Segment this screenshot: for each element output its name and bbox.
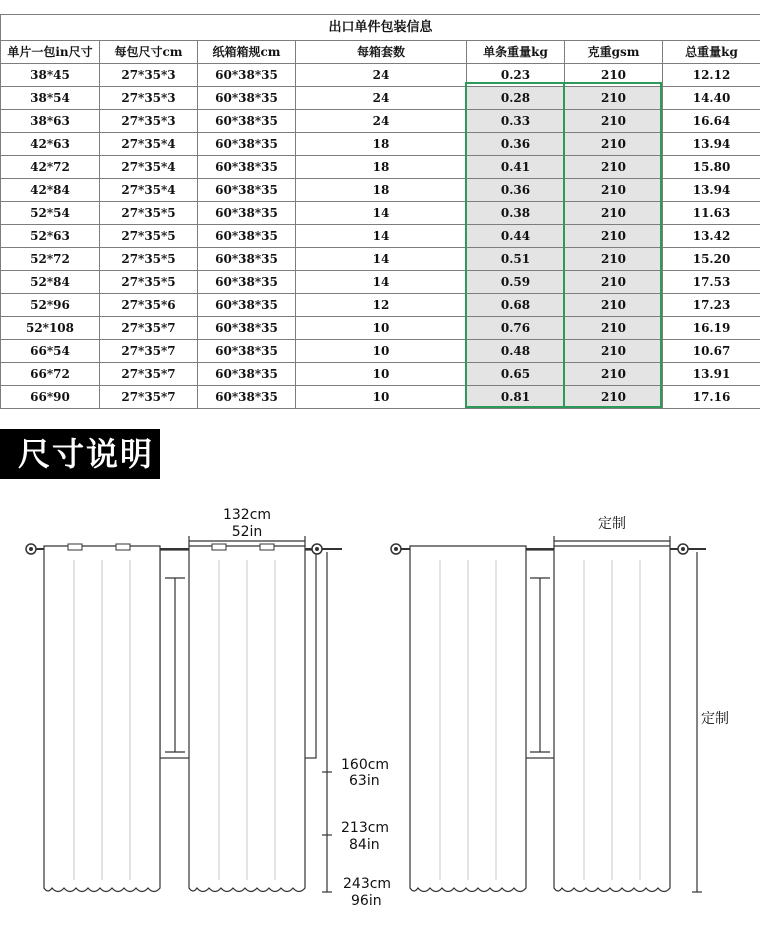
table-cell: 27*35*3 [100, 64, 198, 87]
table-cell: 10 [296, 363, 467, 386]
curtain-size-diagram [0, 490, 760, 910]
packaging-info-table [0, 14, 760, 409]
table-cell: 0.44 [467, 225, 565, 248]
table-cell: 27*35*5 [100, 248, 198, 271]
height-1-in-label: 63in [349, 773, 380, 789]
table-cell: 11.63 [663, 202, 760, 225]
table-cell: 52*108 [1, 317, 100, 340]
table-cell: 24 [296, 64, 467, 87]
table-row [1, 133, 760, 156]
table-cell: 210 [565, 294, 663, 317]
table-cell: 27*35*6 [100, 294, 198, 317]
table-header-row [1, 41, 760, 64]
curtain-panel-1 [410, 546, 526, 892]
table-cell: 210 [565, 202, 663, 225]
table-cell: 0.23 [467, 64, 565, 87]
table-cell: 15.80 [663, 156, 760, 179]
table-cell: 210 [565, 225, 663, 248]
table-cell: 60*38*35 [198, 363, 296, 386]
table-cell: 27*35*4 [100, 179, 198, 202]
table-cell: 210 [565, 386, 663, 409]
table-cell: 60*38*35 [198, 64, 296, 87]
table-cell: 14 [296, 271, 467, 294]
table-cell: 210 [565, 64, 663, 87]
column-header: 单片一包in尺寸 [1, 41, 100, 64]
table-row [1, 110, 760, 133]
table-row [1, 317, 760, 340]
table-cell: 60*38*35 [198, 156, 296, 179]
column-header: 总重量kg [663, 41, 760, 64]
table-cell: 24 [296, 110, 467, 133]
table-cell: 14 [296, 248, 467, 271]
table-cell: 210 [565, 87, 663, 110]
table-cell: 60*38*35 [198, 225, 296, 248]
table-cell: 66*72 [1, 363, 100, 386]
table-cell: 52*72 [1, 248, 100, 271]
table-cell: 60*38*35 [198, 179, 296, 202]
curtain-panel-2 [554, 546, 670, 892]
table-cell: 18 [296, 179, 467, 202]
table-cell: 210 [565, 133, 663, 156]
table-cell: 38*45 [1, 64, 100, 87]
height-1-cm-label: 160cm [341, 757, 390, 773]
table-cell: 17.23 [663, 294, 760, 317]
table-cell: 17.16 [663, 386, 760, 409]
table-row [1, 248, 760, 271]
custom-width-label: 定制 [598, 516, 626, 532]
table-row [1, 386, 760, 409]
column-header: 纸箱箱规cm [198, 41, 296, 64]
table-cell: 24 [296, 87, 467, 110]
width-cm-label: 132cm [222, 507, 272, 523]
table-cell: 27*35*4 [100, 133, 198, 156]
height-3-in-label: 96in [351, 893, 382, 909]
table-cell: 27*35*7 [100, 363, 198, 386]
table-cell: 10.67 [663, 340, 760, 363]
table-cell: 12 [296, 294, 467, 317]
table-cell: 42*72 [1, 156, 100, 179]
table-cell: 0.48 [467, 340, 565, 363]
table-cell: 52*63 [1, 225, 100, 248]
section-title: 尺寸说明 [18, 435, 155, 473]
table-cell: 42*63 [1, 133, 100, 156]
table-cell: 0.38 [467, 202, 565, 225]
table-cell: 16.19 [663, 317, 760, 340]
curtain-panel-1 [44, 544, 160, 892]
custom-height-label: 定制 [701, 711, 729, 727]
table-cell: 18 [296, 133, 467, 156]
table-cell: 27*35*7 [100, 317, 198, 340]
table-row [1, 87, 760, 110]
table-cell: 60*38*35 [198, 317, 296, 340]
table-cell: 60*38*35 [198, 248, 296, 271]
table-row [1, 156, 760, 179]
curtain-panel-2 [189, 544, 305, 892]
table-cell: 0.33 [467, 110, 565, 133]
table-cell: 0.59 [467, 271, 565, 294]
table-cell: 60*38*35 [198, 202, 296, 225]
table-cell: 60*38*35 [198, 110, 296, 133]
table-row [1, 340, 760, 363]
table-cell: 0.81 [467, 386, 565, 409]
table-cell: 13.91 [663, 363, 760, 386]
table-cell: 38*54 [1, 87, 100, 110]
table-cell: 0.68 [467, 294, 565, 317]
table-cell: 66*90 [1, 386, 100, 409]
table-row [1, 294, 760, 317]
table-cell: 27*35*4 [100, 156, 198, 179]
table-cell: 27*35*5 [100, 225, 198, 248]
table-cell: 18 [296, 156, 467, 179]
table-cell: 210 [565, 363, 663, 386]
table-cell: 52*84 [1, 271, 100, 294]
section-banner [0, 429, 160, 479]
table-cell: 60*38*35 [198, 294, 296, 317]
table-cell: 210 [565, 271, 663, 294]
table-cell: 0.36 [467, 179, 565, 202]
height-3-cm-label: 243cm [343, 876, 392, 892]
table-cell: 210 [565, 248, 663, 271]
table-row [1, 271, 760, 294]
table-cell: 0.65 [467, 363, 565, 386]
table-cell: 15.20 [663, 248, 760, 271]
table-cell: 0.51 [467, 248, 565, 271]
table-cell: 210 [565, 340, 663, 363]
table-cell: 66*54 [1, 340, 100, 363]
table-cell: 38*63 [1, 110, 100, 133]
column-header: 克重gsm [565, 41, 663, 64]
table-cell: 13.94 [663, 133, 760, 156]
right-curtain-illustration [391, 516, 729, 892]
table-row [1, 179, 760, 202]
table-cell: 16.64 [663, 110, 760, 133]
table-cell: 42*84 [1, 179, 100, 202]
table-body [1, 64, 760, 409]
table-cell: 12.12 [663, 64, 760, 87]
table-title: 出口单件包装信息 [1, 15, 760, 41]
table-cell: 52*96 [1, 294, 100, 317]
table-cell: 10 [296, 340, 467, 363]
table-cell: 27*35*3 [100, 110, 198, 133]
height-2-in-label: 84in [349, 837, 380, 853]
table-cell: 14 [296, 225, 467, 248]
table-cell: 0.76 [467, 317, 565, 340]
table-cell: 27*35*5 [100, 202, 198, 225]
table-row [1, 202, 760, 225]
table-cell: 60*38*35 [198, 386, 296, 409]
left-curtain-illustration [26, 507, 391, 909]
left-height-dimension [322, 552, 332, 892]
table-cell: 17.53 [663, 271, 760, 294]
table-cell: 52*54 [1, 202, 100, 225]
table-cell: 0.28 [467, 87, 565, 110]
table-cell: 13.94 [663, 179, 760, 202]
table-cell: 210 [565, 156, 663, 179]
table-row [1, 363, 760, 386]
table-cell: 27*35*5 [100, 271, 198, 294]
table-cell: 14.40 [663, 87, 760, 110]
column-header: 单条重量kg [467, 41, 565, 64]
table-cell: 27*35*7 [100, 340, 198, 363]
table-cell: 210 [565, 317, 663, 340]
window-frame [525, 550, 555, 758]
table-cell: 14 [296, 202, 467, 225]
height-2-cm-label: 213cm [341, 820, 390, 836]
table-cell: 60*38*35 [198, 87, 296, 110]
table-cell: 10 [296, 386, 467, 409]
table-cell: 60*38*35 [198, 340, 296, 363]
column-header: 每箱套数 [296, 41, 467, 64]
width-in-label: 52in [231, 524, 263, 540]
table-cell: 27*35*3 [100, 87, 198, 110]
table-cell: 13.42 [663, 225, 760, 248]
table-cell: 10 [296, 317, 467, 340]
table-cell: 60*38*35 [198, 133, 296, 156]
table-row [1, 64, 760, 87]
table-cell: 60*38*35 [198, 271, 296, 294]
column-header: 每包尺寸cm [100, 41, 198, 64]
right-width-dimension [554, 536, 670, 546]
table-row [1, 225, 760, 248]
table-cell: 0.41 [467, 156, 565, 179]
table-cell: 210 [565, 179, 663, 202]
table-cell: 210 [565, 110, 663, 133]
table-cell: 0.36 [467, 133, 565, 156]
table-cell: 27*35*7 [100, 386, 198, 409]
